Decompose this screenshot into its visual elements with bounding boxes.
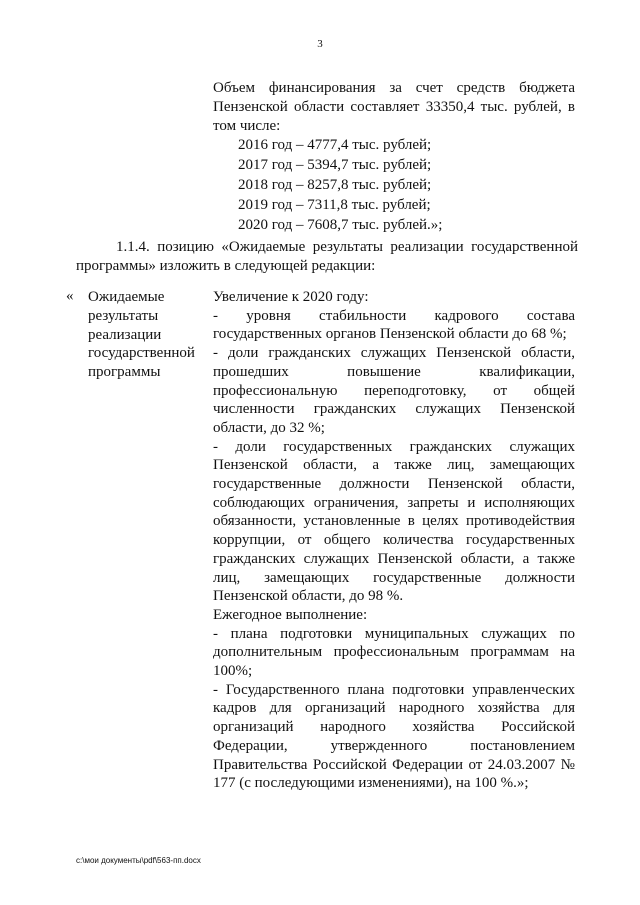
funding-block bbox=[213, 79, 575, 236]
page-number: 3 bbox=[317, 38, 323, 50]
content-paragraph: - доли государственных гражданских служащих Пензенской области, а также лиц, замещающих государственные должности Пензенской области, соблюдающих ограничения, запреты и исполняющих обязанности, установленные в целях противодействия коррупции, от общего количества государственных гражданских служащих Пензенской области, а также лиц, замещающих государственные должности Пензенской области, до 98 %. bbox=[213, 438, 575, 605]
funding-year-item: 2016 год – 4777,4 тыс. рублей; bbox=[238, 137, 432, 153]
footer-file-path: c:\мои документы\pdf\563-пп.docx bbox=[76, 856, 201, 865]
funding-year-item: 2020 год – 7608,7 тыс. рублей.»; bbox=[238, 217, 443, 233]
content-paragraph: - Государственного плана подготовки управленческих кадров для организаций народного хозяйства для организаций народного хозяйства Российской Федерации, утвержденного постановлением Правительства Российской Федерации от 24.03.2007 № 177 (с последующими изменениями), на 100 %.»; bbox=[213, 681, 575, 792]
funding-year-item: 2017 год – 5394,7 тыс. рублей; bbox=[238, 157, 432, 173]
content-paragraph: - доли гражданских служащих Пензенской области, прошедших повышение квалификации, профессиональную переподготовку, от общей численности гражданских служащих Пензенской области, до 32 %; bbox=[213, 345, 575, 436]
content-paragraph: Увеличение к 2020 году: bbox=[213, 289, 369, 305]
funding-year-item: 2019 год – 7311,8 тыс. рублей; bbox=[238, 197, 431, 213]
content-paragraph: - уровня стабильности кадрового состава государственных органов Пензенской области до 68 %; bbox=[213, 307, 575, 343]
opening-quote: « bbox=[66, 288, 74, 304]
funding-year-item: 2018 год – 8257,8 тыс. рублей; bbox=[238, 177, 432, 193]
content-paragraph: Ежегодное выполнение: bbox=[213, 606, 368, 623]
row-content bbox=[213, 288, 575, 793]
row-label: Ожидаемые результаты реализации государственной программы bbox=[88, 289, 195, 381]
funding-year-list bbox=[213, 136, 575, 236]
content-paragraph: - плана подготовки муниципальных служащих по дополнительным профессиональным программам на 100%; bbox=[213, 625, 575, 680]
funding-intro: Объем финансирования за счет средств бюджета Пензенской области составляет 33350,4 тыс. рублей, в том числе: bbox=[213, 80, 575, 134]
item-paragraph: 1.1.4. позицию «Ожидаемые результаты реализации государственной программы» изложить в следующей редакции: bbox=[76, 239, 578, 274]
